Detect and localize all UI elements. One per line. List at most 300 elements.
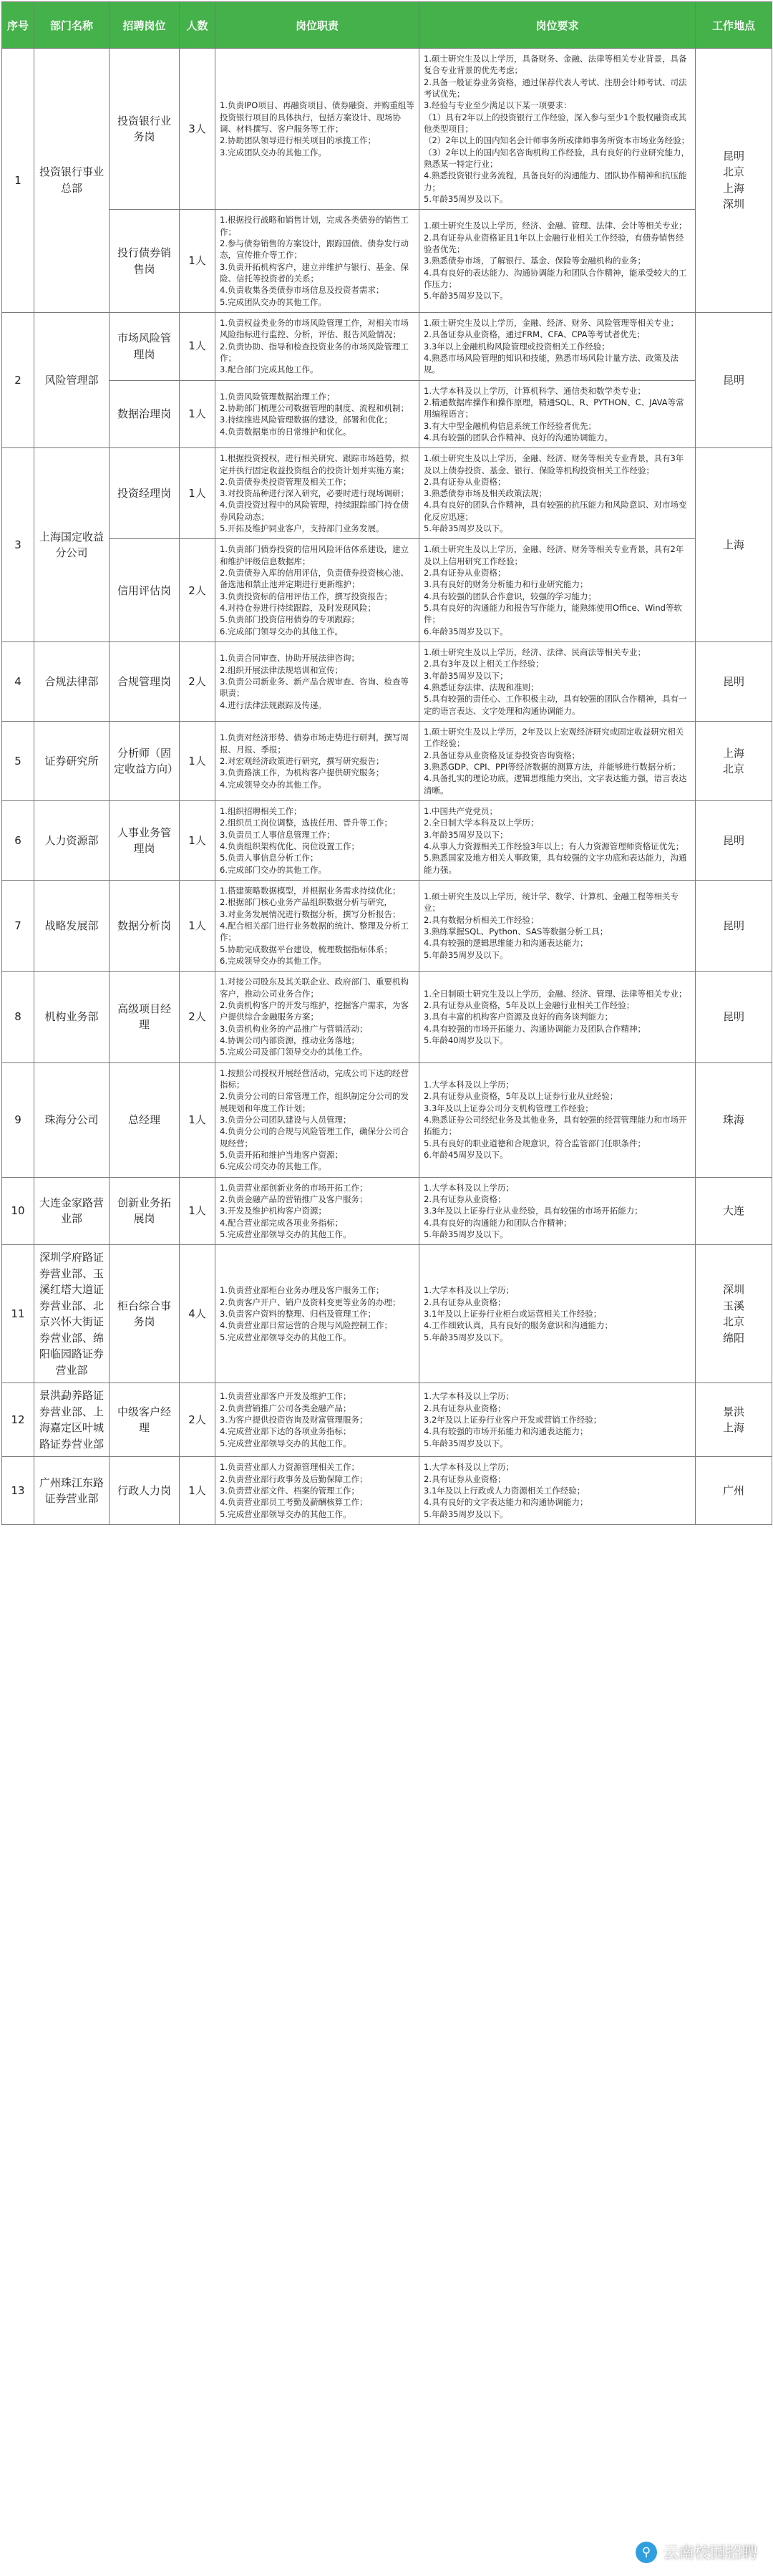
duties-line: 2.负责分公司的日常管理工作，组织制定分公司的发展规划和年度工作计划； <box>220 1091 409 1113</box>
position-name: 数据治理岗 <box>110 380 180 448</box>
duties-line: 2.负责协助、指导和检查投资业务的市场风险管理工作； <box>220 341 409 363</box>
duties-line: 4.协调公司内部资源，推动业务落地； <box>220 1035 359 1045</box>
duties-line: 5.开拓及维护同业客户，支持部门业务发展。 <box>220 523 384 534</box>
duties-line: 4.配合营业部完成各项业务指标； <box>220 1217 343 1228</box>
location-line: 大连 <box>722 1204 744 1218</box>
location-line: 昆明 <box>722 674 744 688</box>
duties-line: 5.负责开拓和维护当地客户资源； <box>220 1149 343 1160</box>
table-row <box>2 448 772 539</box>
duties-line: 3.负责路演工作，为机构客户提供研究服务； <box>220 768 384 778</box>
headcount: 3人 <box>180 49 215 210</box>
department-name: 合规法律部 <box>34 642 110 722</box>
requirements-line: 3.3年及以上证券公司分支机构管理工作经验； <box>424 1103 593 1113</box>
headcount: 2人 <box>180 1383 215 1457</box>
requirements-line: 2.具有证券从业资格； <box>424 568 506 578</box>
requirements-line: 1.大学本科及以上学历； <box>424 1079 514 1090</box>
work-location <box>696 972 772 1062</box>
work-location <box>696 1177 772 1245</box>
requirements-line: 3.熟练掌握SQL、Python、SAS等数据分析工具； <box>424 926 608 937</box>
duties-line: 3.负责机构业务的产品推广与营销活动； <box>220 1023 368 1034</box>
duties <box>215 539 419 642</box>
row-number: 9 <box>2 1062 34 1177</box>
requirements-line: 4.具有较强的市场开拓能力、沟通协调能力及团队合作精神； <box>424 1023 646 1034</box>
duties-line: 1.负责部门债券投资的信用风险评估体系建设，建立和维护评级信息数据库； <box>220 544 409 566</box>
position-name: 创新业务拓展岗 <box>110 1177 180 1245</box>
requirements-line: 1.大学本科及以上学历； <box>424 1285 514 1296</box>
department-name: 深圳学府路证券营业部、玉溪红塔大道证券营业部、北京兴怀大街证券营业部、绵阳临园路证券营业部 <box>34 1245 110 1383</box>
duties <box>215 1457 419 1525</box>
requirements-line: 5.年龄35周岁及以下。 <box>424 1509 508 1519</box>
duties-line: 5.完成营业部领导交办的其他工作。 <box>220 1438 351 1448</box>
requirements-line: 5.年龄35周岁及以下。 <box>424 1438 508 1448</box>
position-name: 信用评估岗 <box>110 539 180 642</box>
requirements-line: 3.熟悉GDP、CPI、PPI等经济数据的测算方法，并能够进行数据分析； <box>424 762 681 773</box>
duties-line: 3.持续推进风险管理数据的建设，部署和优化； <box>220 415 392 425</box>
header-no: 序号 <box>2 2 34 49</box>
requirements <box>419 448 696 539</box>
header-position: 招聘岗位 <box>110 2 180 49</box>
duties-line: 6.完成部门交办的其他工作。 <box>220 864 326 875</box>
department-name: 风险管理部 <box>34 312 110 447</box>
position-name: 投资经理岗 <box>110 448 180 539</box>
headcount: 1人 <box>180 722 215 801</box>
duties-line: 2.协助团队领导进行相关项目的承揽工作； <box>220 135 376 146</box>
requirements-line: 3.年龄35周岁及以下； <box>424 829 508 840</box>
table-row <box>2 722 772 801</box>
location-line: 昆明 <box>722 833 744 847</box>
duties-line: 2.负责金融产品的营销推广及客户服务； <box>220 1193 368 1204</box>
recruitment-table <box>1 1 772 1525</box>
department-name: 广州珠江东路证券营业部 <box>34 1457 110 1525</box>
header-requirements: 岗位要求 <box>419 2 696 49</box>
requirements-line: 3.具有良好的财务分析能力和行业研究能力； <box>424 579 588 590</box>
duties-line: 3.负责营业部文件、档案的管理工作； <box>220 1485 359 1496</box>
table-row <box>2 210 772 313</box>
row-number: 12 <box>2 1383 34 1457</box>
requirements <box>419 722 696 801</box>
requirements-line: 6.年龄45周岁及以下。 <box>424 1149 508 1160</box>
requirements-line: 2.具有证券从业资格； <box>424 1403 506 1413</box>
requirements-line: 6.年龄35周岁及以下。 <box>424 626 508 636</box>
position-name: 市场风险管理岗 <box>110 312 180 380</box>
duties-line: 4.完成营业部下达的各项业务指标； <box>220 1426 351 1437</box>
duties <box>215 49 419 210</box>
requirements-line: 3.具有丰富的机构客户资源及良好的商务谈判能力； <box>424 1012 613 1022</box>
work-location <box>696 642 772 722</box>
duties-line: 4.完成领导交办的其他工作。 <box>220 779 326 790</box>
requirements-line: 3.熟悉债券市场及相关政策法规； <box>424 488 547 499</box>
duties-line: 1.负责营业部人力资源管理相关工作； <box>220 1462 359 1473</box>
requirements-line: 1.大学本科及以上学历； <box>424 1182 514 1193</box>
row-number: 2 <box>2 312 34 447</box>
requirements-line: 4.具有较强的团队合作精神、良好的沟通协调能力。 <box>424 432 613 442</box>
requirements-line: 3.2年及以上证券行业客户开发或营销工作经验； <box>424 1415 602 1425</box>
requirements-line: 5.具有良好的职业道德和合规意识，符合监管部门任职条件； <box>424 1138 646 1148</box>
requirements <box>419 210 696 313</box>
requirements-line: 4.工作细致认真，具有良好的服务意识和沟通能力； <box>424 1320 613 1331</box>
headcount: 2人 <box>180 972 215 1062</box>
work-location <box>696 801 772 881</box>
duties-line: 1.按照公司授权开展经营活动，完成公司下达的经营指标； <box>220 1067 409 1090</box>
duties-line: 4.负责数据集市的日常维护和优化。 <box>220 426 351 437</box>
duties-line: 5.完成公司及部门领导交办的其他工作。 <box>220 1047 368 1057</box>
requirements-line: 5.年龄40周岁及以下。 <box>424 1035 508 1045</box>
work-location <box>696 1245 772 1383</box>
requirements-line: 2.具有证券从业资格，5年及以上金融行业相关工作经验； <box>424 999 635 1010</box>
requirements-line: 5.年龄35周岁及以下。 <box>424 523 508 534</box>
headcount: 1人 <box>180 380 215 448</box>
location-line: 上海 <box>722 746 744 760</box>
position-name: 高级项目经理 <box>110 972 180 1062</box>
row-number: 5 <box>2 722 34 801</box>
watermark-text: 云南校园招聘 <box>662 2544 757 2562</box>
duties-line: 4.负责组织架构优化、岗位设置工作； <box>220 841 359 852</box>
duties-line: 2.负责营销推广公司各类金融产品； <box>220 1403 351 1413</box>
duties-line: 5.完成营业部领导交办的其他工作。 <box>220 1509 351 1519</box>
requirements-line: 5.年龄35周岁及以下。 <box>424 1229 508 1239</box>
location-line: 上海 <box>722 538 744 551</box>
department-name: 景洪勐养路证券营业部、上海嘉定区叶城路证券营业部 <box>34 1383 110 1457</box>
duties-line: 3.对业务发展情况进行数据分析，撰写分析报告； <box>220 909 401 919</box>
duties-line: 1.负责合同审查、协助开展法律咨询； <box>220 653 359 664</box>
department-name: 证券研究所 <box>34 722 110 801</box>
requirements-line: 3.有大中型金融机构信息系统工作经验者优先； <box>424 420 596 431</box>
table-row <box>2 642 772 722</box>
requirements-line: 2.具有3年及以上相关工作经验； <box>424 659 544 669</box>
duties-line: 1.组织招聘相关工作； <box>220 806 302 817</box>
headcount: 1人 <box>180 312 215 380</box>
duties-line: 6.完成领导交办的其他工作。 <box>220 955 326 966</box>
requirements-line: 2.具备证券从业资格，通过FRM、CFA、CPA等考试者优先； <box>424 329 646 340</box>
work-location <box>696 1062 772 1177</box>
duties-line: 3.开发及维护机构客户资源； <box>220 1206 326 1216</box>
work-location <box>696 1383 772 1457</box>
requirements-line: （2）2年以上的国内知名会计师事务所或律师事务所资本市场业务经验； <box>424 135 690 146</box>
location-line: 北京 <box>722 165 744 179</box>
duties-line: 4.负责营业部日常运营的合规与风险控制工作； <box>220 1320 392 1331</box>
duties <box>215 1245 419 1383</box>
work-location <box>696 881 772 972</box>
requirements-line: 5.具有良好的沟通能力和报告写作能力，能熟练使用Office、Wind等软件； <box>424 603 682 625</box>
row-number: 7 <box>2 881 34 972</box>
location-line: 上海 <box>722 181 744 195</box>
duties-line: 2.对宏观经济政策进行研究，撰写研究报告； <box>220 755 384 766</box>
requirements-line: 2.具有数据分析相关工作经验； <box>424 914 539 925</box>
duties-line: 3.负责开拓机构客户，建立并维护与银行、基金、保险、信托等投资者的关系； <box>220 261 409 284</box>
location-line: 广州 <box>722 1483 744 1497</box>
requirements-line: 1.硕士研究生及以上学历，统计学、数学、计算机、金融工程等相关专业； <box>424 891 679 914</box>
requirements-line: 2.具备一般证券业务资格，通过保荐代表人考试、注册会计师考试、司法考试优先； <box>424 77 687 99</box>
requirements-line: 3.熟悉债券市场，了解银行、基金、保险等金融机构的业务； <box>424 256 646 266</box>
duties-line: 2.负责债券入库的信用评估，负责债券投资核心池、备选池和禁止池并定期进行更新维护； <box>220 568 409 590</box>
header-row <box>2 2 772 49</box>
position-name: 投资银行业务岗 <box>110 49 180 210</box>
table-row <box>2 1457 772 1525</box>
requirements <box>419 312 696 380</box>
duties-line: 3.负责员工人事信息管理工作； <box>220 829 335 840</box>
table-row <box>2 1383 772 1457</box>
work-location <box>696 722 772 801</box>
location-line: 上海 <box>722 1421 744 1435</box>
requirements <box>419 1383 696 1457</box>
position-name: 合规管理岗 <box>110 642 180 722</box>
requirements-line: 2.具有证券从业资格； <box>424 476 506 487</box>
requirements-line: 4.具有较强的逻辑思维能力和沟通表达能力； <box>424 938 588 949</box>
table-row <box>2 539 772 642</box>
department-name: 珠海分公司 <box>34 1062 110 1177</box>
duties-line: 2.负责债券类投资管理及相关工作； <box>220 476 351 487</box>
location-line: 北京 <box>722 1315 744 1329</box>
requirements-line: 4.熟悉投资银行业务流程，具备良好的沟通能力、团队协作精神和抗压能力； <box>424 170 687 193</box>
requirements-line: 5.年龄35周岁及以下。 <box>424 949 508 960</box>
work-location <box>696 448 772 642</box>
requirements-line: 4.从事人力资源相关工作经验3年以上；有人力资源管理师资格证优先； <box>424 841 684 852</box>
position-name: 中级客户经理 <box>110 1383 180 1457</box>
requirements <box>419 380 696 448</box>
table-body <box>2 49 772 1525</box>
duties <box>215 722 419 801</box>
duties <box>215 1062 419 1177</box>
requirements-line: 1.硕士研究生及以上学历，2年及以上宏观经济研究或固定收益研究相关工作经验； <box>424 727 684 749</box>
requirements-line: 3.1年及以上行政或人力资源相关工作经验； <box>424 1485 585 1496</box>
row-number: 11 <box>2 1245 34 1383</box>
requirements-line: 4.熟悉市场风险管理的知识和技能，熟悉市场风险计量方法、政策及法规。 <box>424 352 679 375</box>
requirements <box>419 801 696 881</box>
duties-line: 5.负责人事信息分析工作； <box>220 853 319 863</box>
headcount: 2人 <box>180 642 215 722</box>
duties-line: 5.负责部门投资信用债券的专项跟踪； <box>220 614 359 625</box>
requirements-line: （1）具有2年以上的投资银行工作经验，深入参与至少1个股权融资或其他类型项目； <box>424 112 686 134</box>
row-number: 10 <box>2 1177 34 1245</box>
headcount: 1人 <box>180 448 215 539</box>
requirements-line: 4.熟悉证券公司经纪业务及其他业务，具有较强的经营管理能力和市场开拓能力； <box>424 1114 687 1137</box>
requirements-line: 3.经验与专业至少满足以下某一项要求： <box>424 100 572 111</box>
requirements-line: 1.硕士研究生及以上学历，金融、经济、财务、风险管理等相关专业； <box>424 317 679 328</box>
duties-line: 1.负责风险管理数据治理工作； <box>220 391 335 402</box>
requirements-line: 4.具有良好的沟通能力和团队合作精神； <box>424 1217 572 1228</box>
position-name: 柜台综合事务岗 <box>110 1245 180 1383</box>
duties <box>215 312 419 380</box>
requirements <box>419 881 696 972</box>
wechat-search-icon: ⚲ <box>636 2542 657 2563</box>
duties-line: 3.为客户提供投资咨询及财富管理服务； <box>220 1415 368 1425</box>
table-row <box>2 1062 772 1177</box>
duties-line: 2.参与债券销售的方案设计，跟踪国债、债券发行动态，宣传推介等工作； <box>220 238 409 261</box>
duties-line: 5.完成团队交办的其他工作。 <box>220 296 326 307</box>
table-row <box>2 801 772 881</box>
department-name: 战略发展部 <box>34 881 110 972</box>
location-line: 北京 <box>722 762 744 776</box>
duties-line: 1.对接公司股东及其关联企业、政府部门、重要机构客户，推动公司业务合作； <box>220 977 409 999</box>
requirements-line: 2.具有证券从业资格； <box>424 1473 506 1484</box>
requirements-line: 2.具有证券从业资格； <box>424 1297 506 1307</box>
duties <box>215 642 419 722</box>
duties-line: 2.负责机构客户的开发与维护，挖掘客户需求，为客户提供综合金融服务方案； <box>220 999 409 1022</box>
requirements-line: 5.年龄35周岁及以下。 <box>424 193 508 204</box>
location-line: 珠海 <box>722 1113 744 1126</box>
requirements-line: 2.具有证券从业资格； <box>424 1193 506 1204</box>
requirements <box>419 1457 696 1525</box>
work-location <box>696 49 772 313</box>
duties-line: 3.负责投资标的信用评估工作，撰写投资报告； <box>220 591 392 601</box>
duties <box>215 972 419 1062</box>
duties-line: 4.负责收集各类债券市场信息及投资者需求； <box>220 285 384 296</box>
duties-line: 1.搭建策略数据模型，并根据业务需求持续优化； <box>220 886 401 896</box>
duties-line: 1.负责IPO项目、再融资项目、债券融资、并购重组等投资银行项目的具体执行，包括方案设计、现场协调、材料撰写、客户服务等工作； <box>220 100 414 134</box>
duties-line: 3.完成团队交办的其他工作。 <box>220 147 326 158</box>
headcount: 1人 <box>180 801 215 881</box>
watermark <box>636 2541 757 2563</box>
requirements-line: 1.硕士研究生及以上学历，经济、金融、管理、法律、会计等相关专业； <box>424 221 687 231</box>
duties-line: 6.完成公司交办的其他工作。 <box>220 1161 326 1172</box>
duties-line: 3.负责客户资料的整理、归档及管理工作； <box>220 1309 376 1320</box>
duties-line: 4.负责分公司的合规与风险管理工作，确保分公司合规经营； <box>220 1126 409 1148</box>
row-number: 13 <box>2 1457 34 1525</box>
table-row <box>2 881 772 972</box>
requirements <box>419 1062 696 1177</box>
row-number: 8 <box>2 972 34 1062</box>
requirements-line: 4.具有良好的表达能力、沟通协调能力和团队合作精神，能承受较大的工作压力； <box>424 267 687 290</box>
requirements-line: 1.全日制硕士研究生及以上学历，金融、经济、管理、法律等相关专业； <box>424 988 687 999</box>
duties-line: 1.根据投行战略和销售计划，完成各类债券的销售工作； <box>220 215 409 237</box>
headcount: 2人 <box>180 539 215 642</box>
location-line: 昆明 <box>722 149 744 163</box>
duties-line: 2.根据部门核心业务产品组织数据分析与研究， <box>220 897 392 908</box>
row-number: 3 <box>2 448 34 642</box>
table-row <box>2 49 772 210</box>
requirements-line: 2.具有证券从业资格，5年及以上证券行业从业经验； <box>424 1091 618 1102</box>
requirements-line: 5.年龄35周岁及以下。 <box>424 291 508 301</box>
location-line: 昆明 <box>722 1010 744 1024</box>
requirements <box>419 1245 696 1383</box>
requirements-line: 4.具备扎实的理论功底，逻辑思维能力突出，文字表达能力强，语言表达清晰。 <box>424 773 687 795</box>
requirements-line: 3.1年及以上证券行业柜台或运营相关工作经验； <box>424 1309 602 1320</box>
headcount: 1人 <box>180 1062 215 1177</box>
location-line: 深圳 <box>722 198 744 211</box>
headcount: 1人 <box>180 1177 215 1245</box>
requirements-line: 1.大学本科及以上学历； <box>424 1391 514 1402</box>
department-name: 人力资源部 <box>34 801 110 881</box>
duties-line: 5.完成营业部领导交办的其他工作。 <box>220 1229 351 1239</box>
position-name: 行政人力岗 <box>110 1457 180 1525</box>
requirements-line: 1.大学本科及以上学历，计算机科学、通信类和数学类专业； <box>424 385 646 396</box>
location-line: 深圳 <box>722 1283 744 1297</box>
position-name: 人事业务管理岗 <box>110 801 180 881</box>
duties <box>215 1177 419 1245</box>
requirements-line: 3.年龄35周岁及以下； <box>424 670 508 681</box>
table-row <box>2 1245 772 1383</box>
requirements-line: 4.具有较强的团队合作意识，较强的学习能力； <box>424 591 596 601</box>
duties-line: 3.对投资品种进行深入研究，必要时进行现场调研； <box>220 488 409 499</box>
requirements-line: 1.硕士研究生及以上学历，经济、法律、民商法等相关专业； <box>424 647 646 658</box>
requirements-line: 2.精通数据库操作和操作原理，精通SQL、R、PYTHON、C、JAVA等常用编程语言； <box>424 397 684 420</box>
duties-line: 2.负责客户开户、销户及资料变更等业务的办理； <box>220 1297 401 1307</box>
table-row <box>2 380 772 448</box>
duties <box>215 448 419 539</box>
requirements-line: 4.熟悉证券法律、法规和准则； <box>424 682 539 693</box>
location-line: 昆明 <box>722 373 744 387</box>
header-dept: 部门名称 <box>34 2 110 49</box>
duties-line: 3.负责分公司团队建设与人员管理； <box>220 1114 351 1125</box>
headcount: 4人 <box>180 1245 215 1383</box>
department-name: 机构业务部 <box>34 972 110 1062</box>
duties-line: 2.负责营业部行政事务及后勤保障工作； <box>220 1473 368 1484</box>
requirements-line: 2.全日制大学本科及以上学历； <box>424 818 539 828</box>
requirements <box>419 1177 696 1245</box>
department-name: 投资银行事业总部 <box>34 49 110 313</box>
duties-line: 5.完成营业部领导交办的其他工作。 <box>220 1332 351 1342</box>
requirements <box>419 972 696 1062</box>
requirements-line: 1.中国共产党党员； <box>424 806 497 817</box>
duties-line: 2.协助部门梳理公司数据管理的制度、流程和机制； <box>220 403 409 414</box>
work-location <box>696 312 772 447</box>
duties <box>215 1383 419 1457</box>
requirements <box>419 642 696 722</box>
requirements-line: 1.硕士研究生及以上学历，金融、经济、财务等相关专业背景，具有3年及以上债券投资、基金、银行、保险等机构投资相关工作经验； <box>424 453 684 475</box>
duties-line: 1.负责营业部创新业务的市场开拓工作； <box>220 1182 368 1193</box>
row-number: 4 <box>2 642 34 722</box>
department-name: 上海国定收益分公司 <box>34 448 110 642</box>
work-location <box>696 1457 772 1525</box>
requirements-line: 3.3年及以上证券行业从业经验，具有较强的市场开拓能力； <box>424 1206 643 1216</box>
requirements-line: （3）2年以上的国内知名咨询机构工作经验，具有良好的行业研究能力，熟悉某一特定行业； <box>424 147 690 169</box>
duties-line: 4.负责投资过程中的风险管理，持续跟踪部门持仓债券风险动态； <box>220 500 409 522</box>
duties-line: 4.配合相关部门进行业务数据的统计、整理及分析工作； <box>220 920 409 943</box>
requirements-line: 5.熟悉国家及地方相关人事政策，具有较强的文字功底和表达能力，沟通能力强。 <box>424 853 687 875</box>
requirements-line: 2.具有证券从业资格证且1年以上金融行业相关工作经验，有债券销售经验者优先； <box>424 232 684 255</box>
duties <box>215 801 419 881</box>
department-name: 大连金家路营业部 <box>34 1177 110 1245</box>
duties-line: 3.负责公司新业务、新产品合规审查、咨询、检查等职责； <box>220 676 409 699</box>
duties-line: 6.完成部门领导交办的其他工作。 <box>220 626 343 636</box>
requirements-line: 5.年龄35周岁及以下。 <box>424 1332 508 1342</box>
requirements-line: 4.具有较强的市场开拓能力和沟通表达能力； <box>424 1426 588 1437</box>
requirements-line: 2.具备证券从业资格及证券投资咨询资格； <box>424 750 580 760</box>
table-row <box>2 312 772 380</box>
duties-line: 5.协助完成数据平台建设，梳理数据指标体系； <box>220 944 392 954</box>
duties-line: 1.负责对经济形势、债券市场走势进行研判，撰写周报、月报、季报； <box>220 732 409 755</box>
requirements <box>419 49 696 210</box>
requirements-line: 1.硕士研究生及以上学历，金融、经济、财务等相关专业背景，具有2年及以上信用研究工作经验； <box>424 544 684 566</box>
requirements-line: 1.硕士研究生及以上学历，具备财务、金融、法律等相关专业背景，具备复合专业背景的优先考虑； <box>424 54 687 76</box>
duties <box>215 210 419 313</box>
location-line: 玉溪 <box>722 1299 744 1312</box>
position-name: 总经理 <box>110 1062 180 1177</box>
duties-line: 4.负责营业部员工考勤及薪酬核算工作； <box>220 1497 368 1508</box>
table-row <box>2 972 772 1062</box>
headcount: 1人 <box>180 881 215 972</box>
duties-line: 3.配合部门完成其他工作。 <box>220 364 319 375</box>
requirements-line: 3.3年以上金融机构风险管理或投资相关工作经验； <box>424 341 610 352</box>
requirements-line: 5.具有较强的责任心、工作积极主动，具有较强的团队合作精神，具有一定的语言表达、文字处理和沟通协调能力。 <box>424 694 687 716</box>
location-line: 昆明 <box>722 919 744 932</box>
position-name: 分析师（固定收益方向） <box>110 722 180 801</box>
table-row <box>2 1177 772 1245</box>
requirements-line: 4.具有良好的文字表达能力和沟通协调能力； <box>424 1497 588 1508</box>
duties <box>215 881 419 972</box>
duties-line: 1.根据投资授权，进行相关研究、跟踪市场趋势，拟定并执行固定收益投资组合的投资计划并实施方案； <box>220 453 409 475</box>
duties-line: 1.负责营业部客户开发及维护工作； <box>220 1391 351 1402</box>
requirements <box>419 539 696 642</box>
headcount: 1人 <box>180 210 215 313</box>
location-line: 绵阳 <box>722 1331 744 1345</box>
duties-line: 1.负责营业部柜台业务办理及客户服务工作； <box>220 1285 384 1296</box>
duties-line: 2.组织开展法律法规培训和宣传； <box>220 664 343 675</box>
duties-line: 1.负责权益类业务的市场风险管理工作，对相关市场风险指标进行监控、分析，评估、报告风险情况； <box>220 317 409 340</box>
requirements-line: 1.大学本科及以上学历； <box>424 1462 514 1473</box>
row-number: 1 <box>2 49 34 313</box>
headcount: 1人 <box>180 1457 215 1525</box>
